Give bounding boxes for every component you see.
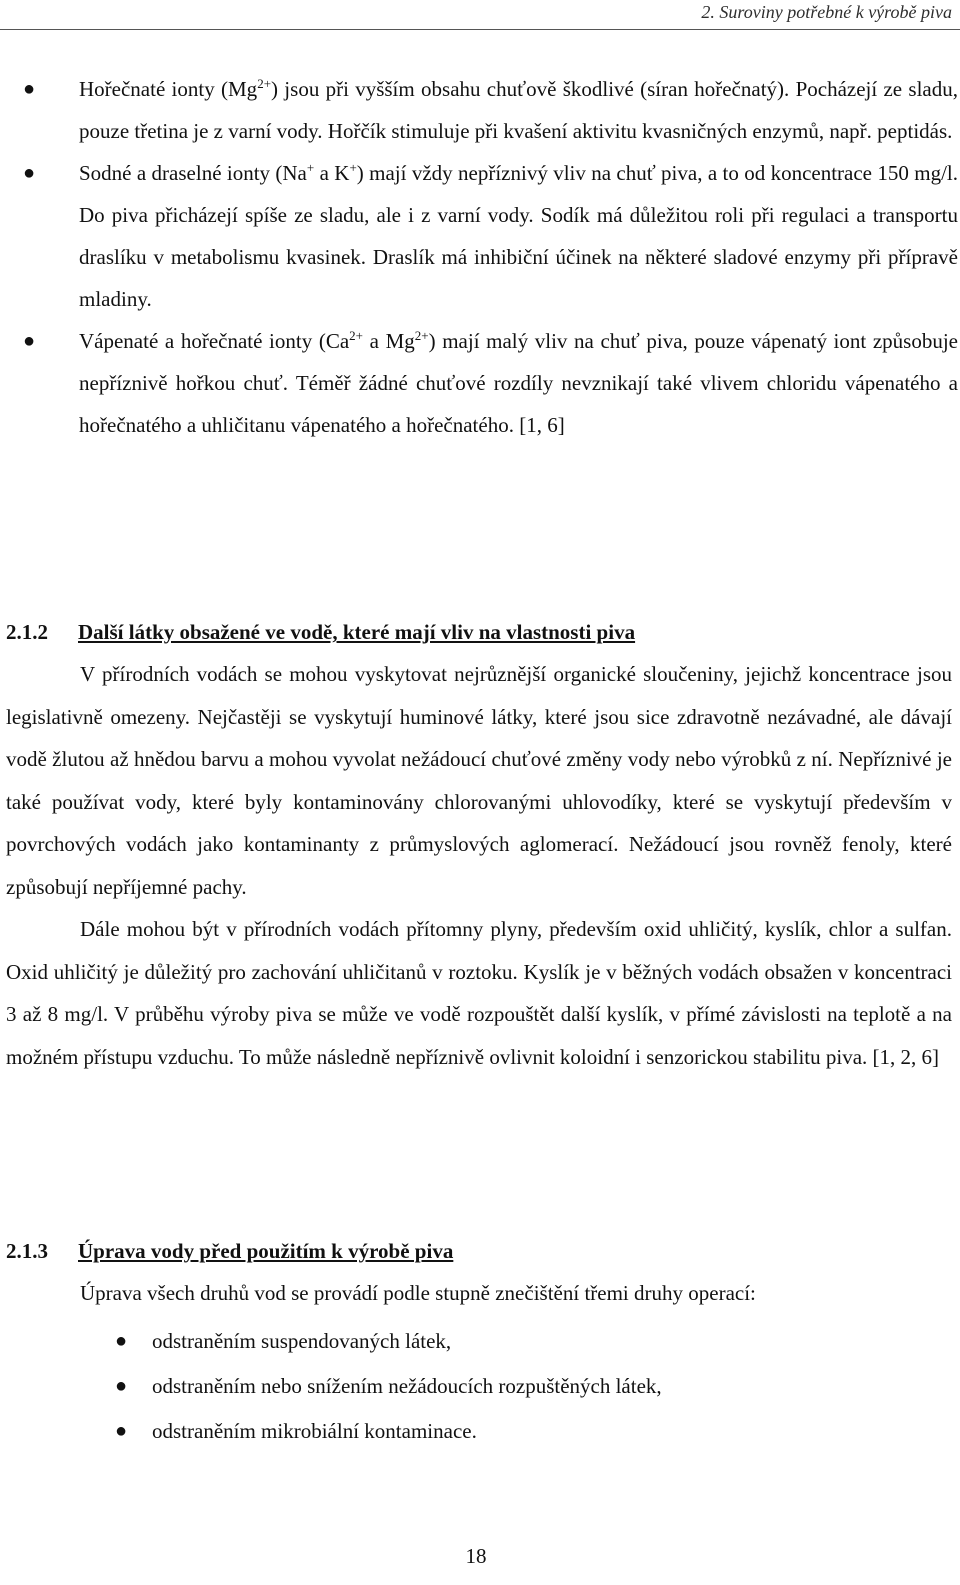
bullet-icon: ●	[115, 1330, 128, 1352]
bullet-text: Hořečnaté ionty $(Mg^{2+})$ jsou při vyšším obsahu chuťově škodlivé (síran hořečnatý). Pocházejí ze sladu, pouze třetina je z varní vody. Hořčík stimuluje při kvašení aktivitu kvasničných enzymů, např. peptidás.	[79, 76, 958, 143]
bullet-icon: ●	[115, 1375, 128, 1397]
section-heading	[6, 1236, 956, 1266]
list-item	[0, 1409, 958, 1454]
list-item-text: odstraněním nebo snížením nežádoucích rozpuštěných látek,	[152, 1374, 662, 1398]
paragraph: Úprava všech druhů vod se provádí podle stupně znečištění třemi druhy operací:	[80, 1281, 756, 1305]
bullet-icon: ●	[23, 78, 36, 100]
section-title: Další látky obsažené ve vodě, které mají vliv na vlastnosti piva	[78, 620, 636, 644]
page-number: 18	[465, 1544, 487, 1568]
running-header: 2. Suroviny potřebné k výrobě piva	[701, 2, 952, 22]
bullet-text: Vápenaté a hořečnaté ionty ($Ca^{2+}$ a $Mg^{2+}$) mají malý vliv na chuť piva, pouze vápenatý iont způsobuje nepříznivě hořkou chuť. Téměř žádné chuťové rozdíly nevznikají také vlivem chloridu vápenatého a hořečnatého a uhličitanu vápenatého a hořečnatého. [1, 6]	[79, 328, 958, 437]
ion-bullet-list	[0, 68, 958, 446]
section-heading	[6, 617, 956, 647]
bullet-icon: ●	[115, 1420, 128, 1442]
list-item	[0, 68, 958, 152]
section-title: Úprava vody před použitím k výrobě piva	[78, 1239, 454, 1263]
list-item	[0, 152, 958, 320]
section-intro	[6, 1272, 952, 1315]
operations-list	[0, 1319, 958, 1454]
bullet-icon: ●	[23, 330, 36, 352]
section-number: 2.1.2	[6, 620, 48, 644]
bullet-icon: ●	[23, 162, 36, 184]
list-item-text: odstraněním mikrobiální kontaminace.	[152, 1419, 477, 1443]
list-item	[0, 1319, 958, 1364]
section-body	[6, 653, 952, 1078]
list-item-text: odstraněním suspendovaných látek,	[152, 1329, 452, 1353]
bullet-text: Sodné a draselné ionty (Na+ a K+) mají vždy nepříznivý vliv na chuť piva, a to od koncentrace 150 mg/l. Do piva přicházejí spíše ze sladu, ale i z varní vody. Sodík má důležitou roli při regulaci a transportu draslíku v metabolismu kvasinek. Draslík má inhibiční účinek na některé sladové enzymy při přípravě mladiny.	[79, 160, 958, 311]
paragraph: Dále mohou být v přírodních vodách přítomny plyny, především oxid uhličitý, kyslík, chlor a sulfan. Oxid uhličitý je důležitý pro zachování uhličitanů v roztoku. Kyslík je v běžných vodách obsažen v koncentraci 3 až 8 mg/l. V průběhu výroby piva se může ve vodě rozpouštět další kyslík, v přímé závislosti na teplotě a na možném přístupu vzduchu. To může následně nepříznivě ovlivnit koloidní i senzorickou stabilitu piva. [1, 2, 6]	[6, 917, 952, 1069]
paragraph: V přírodních vodách se mohou vyskytovat nejrůznější organické sloučeniny, jejichž koncentrace jsou legislativně omezeny. Nejčastěji se vyskytují huminové látky, které jsou sice zdravotně nezávadné, ale dávají vodě žlutou až hnědou barvu a mohou vyvolat nežádoucí chuťové změny vody nebo výrobků z ní. Nepříznivé je také používat vody, které byly kontaminovány chlorovanými uhlovodíky, které se vyskytují především v povrchových vodách jako kontaminanty z průmyslových aglomerací. Nežádoucí jsou rovněž fenoly, které způsobují nepříjemné pachy.	[6, 662, 952, 899]
header-rule	[0, 29, 960, 30]
list-item	[0, 1364, 958, 1409]
section-number: 2.1.3	[6, 1239, 48, 1263]
list-item	[0, 320, 958, 446]
